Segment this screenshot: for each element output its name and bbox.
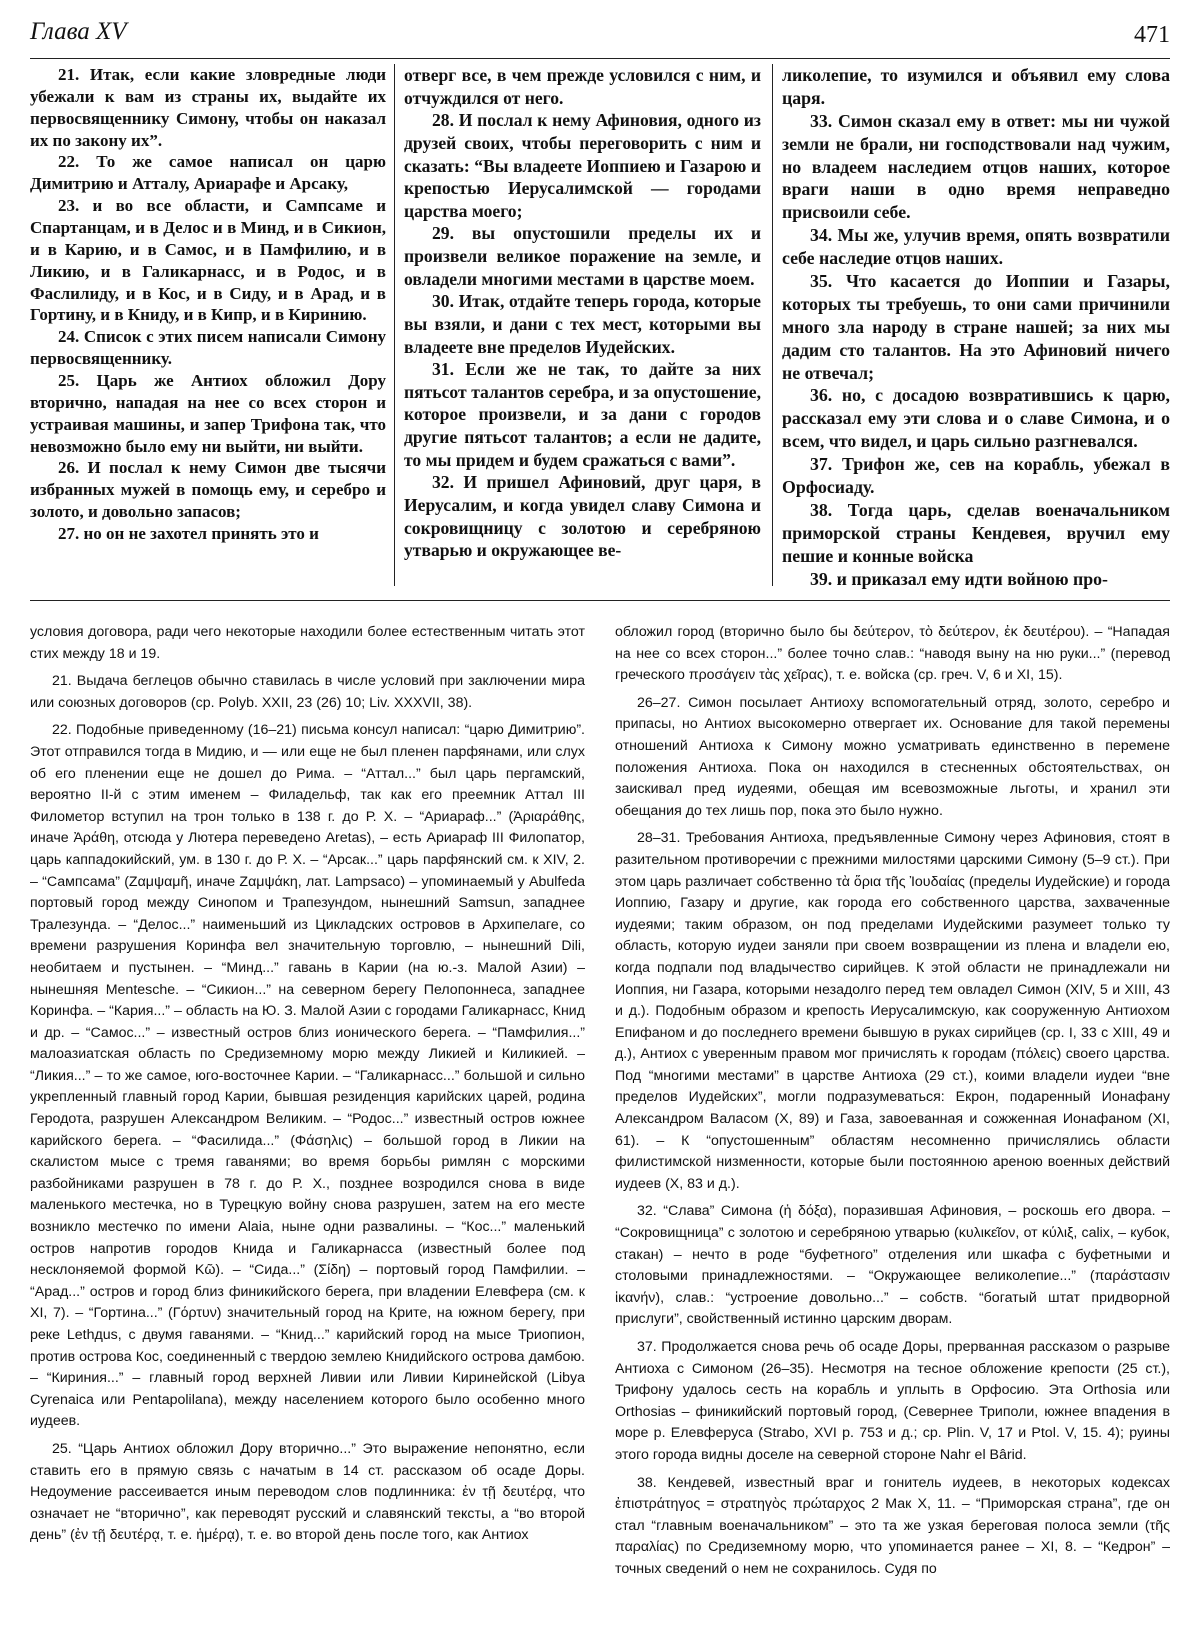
verse-paragraph: 36. но, с досадою возвратившись к царю, рассказал ему эти слова и о славе Симона, и о всем, что видел, и царь сильно разгневался. [782, 385, 1170, 452]
page-number: 471 [1134, 22, 1170, 48]
verse-paragraph: 27. но он не захотел принять это и [58, 524, 319, 544]
main-column-3 [782, 64, 1170, 590]
verse-paragraph: 34. Мы же, улучив время, опять возвратили себе наследие отцов наших. [782, 225, 1170, 269]
verse-paragraph: 32. И пришел Афиновий, друг царя, в Иерусалим, и когда увидел славу Симона и сокровищницу с золотою и серебряною утварью и окружающее ве- [404, 472, 761, 561]
commentary-paragraph: 38. Кендевей, известный враг и гонитель иудеев, в некоторых кодексах ἐπιστράτηγος = στρατηγὸς πρώταρχος 2 Мак X, 11. – “Приморская страна”, где он стал “главным военачальником” – это та же узкая береговая полоса земли (τῆς παραλίας) по Средиземному морю, что упоминается ранее – XI, 8. – “Кедрон” – точных сведений о нем не сохранилось. Судя по [615, 1474, 1170, 1577]
chapter-title: Глава XV [30, 18, 127, 45]
commentary-rule [30, 600, 1170, 601]
commentary-paragraph: условия договора, ради чего некоторые находили более естественным читать этот стих между 18 и 19. [30, 624, 585, 662]
verse-paragraph: 38. Тогда царь, сделав военачальником приморской страны Кендевея, вручил ему пешие и конные войска [782, 499, 1170, 566]
column-divider [394, 64, 395, 586]
verse-paragraph: 37. Трифон же, сев на корабль, убежал в Орфосиаду. [782, 454, 1170, 498]
main-column-2 [404, 64, 761, 562]
commentary-paragraph: 25. “Царь Антиох обложил Дору вторично...” Это выражение непонятно, если ставить его в прямую связь с начатым в 14 ст. рассказом об осаде Доры. Недоумение рассеивается иным переводом слов подлинника: ἐν τῇ δευτέρᾳ, что означает не “вторично”, как переводят русский и славянский тексты, а “во второй день” (ἐν τῇ δευτέρᾳ, т. е. ἡμέρᾳ), т. е. во второй день после того, как Антиох [30, 1440, 585, 1544]
verse-paragraph: 21. Итак, если какие зловредные люди убежали к вам из страны их, выдайте их первосвященнику Симону, чтобы он наказал их по закону их”. [30, 65, 386, 150]
column-divider [772, 64, 773, 586]
commentary-paragraph: обложил город (вторично было бы δεύτερον, τὸ δεύτερον, ἐκ δευτέρου). – “Нападая на нее со всех сторон...” более точно слав.: “наводя выну на ню руки...” (перевод греческого προσάγειν τὰς χεῖρας), т. е. войска (ср. греч. V, 6 и XI, 15). [615, 624, 1170, 684]
commentary-column-1 [30, 622, 585, 1553]
commentary-paragraph: 21. Выдача беглецов обычно ставилась в числе условий при заключении мира или союзных договоров (ср. Polyb. XXII, 23 (26) 10; Liv. XXXVII, 38). [30, 673, 585, 711]
commentary [30, 622, 1170, 1622]
verse-paragraph: 33. Симон сказал ему в ответ: мы ни чужой земли не брали, ни господствовали над чужим, но владеем наследием отцов наших, которое враги наши в одно время неправедно присвоили себе. [782, 110, 1170, 223]
verse-paragraph: 39. и приказал ему идти войною про- [810, 568, 1108, 589]
main-column-1 [30, 64, 386, 545]
verse-paragraph: 25. Царь же Антиох обложил Дору вторично, нападая на нее со всех сторон и устраивая машины, и запер Трифона так, что невозможно было ему ни выйти, ни выйти. [30, 371, 386, 456]
verse-paragraph: 26. И послал к нему Симон две тысячи избранных мужей в помощь ему, и серебро и золото, и довольно запасов; [30, 458, 386, 522]
verse-paragraph: 28. И послал к нему Афиновия, одного из друзей своих, чтобы переговорить с ним и сказать: “Вы владеете Иоппиею и Газарою и крепостью Иерусалимской — городами царства моего; [404, 110, 761, 221]
verse-paragraph: 30. Итак, отдайте теперь города, которые вы взяли, и дани с тех мест, которыми вы владеете вне пределов Иудейских. [404, 291, 761, 357]
commentary-paragraph: 26–27. Симон посылает Антиоху вспомогательный отряд, золото, серебро и припасы, но Антиох высокомерно отвергает их. Основание для такой перемены отношений Антиоха к Симону можно усматривать единственно в перемене положения Антиоха. Пока он находился в стесненных обстоятельствах, он заискивал пред иудеями, обещая им всевозможные льготы, и хранил эти обещания до тех лишь пор, пока это было нужно. [615, 694, 1170, 819]
verse-paragraph: 31. Если же не так, то дайте за них пятьсот талантов серебра, и за опустошение, которое произвели, и за дани с городов другие пятьсот талантов; а если не дадите, то мы придем и будем сражаться с вами”. [404, 359, 761, 470]
commentary-paragraph: 37. Продолжается снова речь об осаде Доры, прерванная рассказом о разрыве Антиоха с Симоном (26–35). Несмотря на тесное обложение крепости (25 ст.), Трифону удалось сесть на корабль и уплыть в Орфосию. Эта Orthosia или Orthosias – финикийский портовый город, (Севернее Триполи, южнее впадения в море р. Елевферуса (Strabo, XVI р. 753 и д.; ср. Plin. V, 17 и Ptol. V, 15. 4); руины этого города видны доселе на северной стороне Nahr el Bârid. [615, 1339, 1170, 1463]
header-rule [30, 58, 1170, 59]
commentary-paragraph: 32. “Слава” Симона (ἡ δόξα), поразившая Афиновия, – роскошь его двора. – “Сокровищница” с золотою и серебряною утварью (κυλικεῖον, от κύλιξ, calix, – кубок, стакан) – нечто в роде “буфетного” отделения или шкафа с буфетными и столовыми принадлежностями. – “Окружающее великолепие...” (παράστασιν ἱκανήν), слав.: “устроение довольно...” – собств. “богатый штат придворной прислуги”, свойственный истинно царским дворам. [615, 1203, 1170, 1328]
commentary-paragraph: 22. Подобные приведенному (16–21) письма консул написал: “царю Димитрию”. Этот отправился тогда в Мидию, и — или еще не был пленен парфянами, или слух об его пленении еще не дошел до Рима. – “Аттал...” был царь пергамский, вероятно II-й с этим именем – Филадельф, так как его преемник Аттал III Филометор вступил на трон только в 138 г. до Р. Х. – “Ариараф...” (Ἀριαράθης, иначе Ἀράθη, отсюда у Лютера переведено Aretas), – есть Ариараф III Филопатор, царь каппадокийский, ум. в 130 г. до Р. Х. – “Арсак...” царь парфянский см. к XIV, 2. – “Сампсама” (Ζαμψαμῆ, иначе Ζαμψάκη, лат. Lampsaco) – упоминаемый у Abulfeda портовый город между Синопом и Трапезундом, нынешний Samsun, западнее Тралезунда. – “Делос...” наименьший из Цикладских островов в Архипелаге, со времени разрушения Коринфа вел значительную торговлю, – нынешний Dili, необитаем и пустынен. – “Минд...” гавань в Карии (на ю.-з. Малой Азии) – нынешняя Mentesche. – “Сикион...” на северном берегу Пелопоннеса, западнее Коринфа. – “Кария...” – область на Ю. З. Малой Азии с городами Галикарнасс, Книд и др. – “Самос...” – известный остров близ ионического берега. – “Памфилия...” малоазиатская область по Средиземному морю между Ликией и Киликией. – “Ликия...” – то же самое, юго-восточнее Карии. – “Галикарнасс...” большой и сильно укрепленный главный город Карии, бывшая резиденция карийских царей, родина Геродота, разрушен Александром Великим. – “Родос...” известный остров южнее карийского берега. – “Фасилида...” (Φάσηλις) – большой город в Ликии на скалистом мысе с тремя гаванями; во время борьбы римлян с морскими разбойниками разрушен в 78 г. до Р. Х., позднее возродился снова в виде маленького местечка, но в Турецкую войну снова разрушен, затем на его месте возникло местечко по имени Alaia, ныне одни развалины. – “Кос...” маленький остров напротив городов Книда и Галикарнасса (известный более под несклоняемой формой Κῶ). – “Сида...” (Σίδη) – портовый город Памфилии. – “Арад...” остров и город близ финикийского берега, при владении Елевфера (см. к XI, 7). – “Гортина...” (Γόρτυν) значительный город на Крите, на южном берегу, при реке Lethдus, с двумя гаванями. – “Книд...” карийский город на мысе Триопион, против острова Кос, соединенный с твердою землею Книдийского острова дамбою. – “Кириния...” – главный город верхней Ливии или Ливии Киринейской (Libya Cyrenaica или Pentapolilana), между населением которого было особенно много иудеев. [30, 722, 585, 1430]
commentary-column-2 [615, 622, 1170, 1587]
verse-paragraph: 29. вы опустошили пределы их и произвели великое поражение на земле, и овладели многими местами в царстве моем. [404, 223, 761, 289]
verse-paragraph: 23. и во все области, и Сампсаме и Спартанцам, и в Делос и в Минд, и в Сикион, и в Карию, и в Самос, и в Памфилию, и в Ликию, и в Галикарнасс, и в Родос, и в Фаслилиду, и в Кос, и в Сиду, и в Арад, и в Гортину, и в Книду, и в Кипр, и в Киринию. [30, 196, 386, 325]
main-text [30, 64, 1170, 620]
verse-paragraph: отверг все, в чем прежде условился с ним, и отчуждился от него. [404, 65, 761, 108]
verse-paragraph: 35. Что касается до Иоппии и Газары, которых ты требуешь, то они сами причинили много зла народу в стране нашей; за них мы дадим сто талантов. На это Афиновий ничего не отвечал; [782, 271, 1170, 383]
verse-paragraph: ликолепие, то изумился и объявил ему слова царя. [782, 65, 1170, 108]
commentary-paragraph: 28–31. Требования Антиоха, предъявленные Симону через Афиновия, стоят в разительном противоречии с прежними милостями царскими Симону (5–9 ст.). При этом царь различает собственно τὰ ὅρια τῆς Ἰουδαίας (пределы Иудейские) и города Иоппию, Газару и другие, как города его собственного царства, захваченные иудеями; таким образом, он под пределами Иудейскими разумеет только ту область, которую иудеи заняли при своем возвращении из плена и владели ею, когда подпали под владычество сирийцев. К этой области не принадлежали ни Иоппия, ни Газара, которыми незадолго перед тем овладел Симон (XIV, 5 и XIII, 43 и д.). Подобным образом и крепость Иерусалимскую, как сооруженную Антиохом Епифаном и до последнего времени бывшую в руках сирийцев (ср. I, 33 с XIII, 49 и д.), Антиох с уверенным правом мог причислять к городам (πόλεις) своего царства. Под “многими местами” в царстве Антиоха (29 ст.), коими владели иудеи “вне пределов Иудейских”, могли подразумеваться: Екрон, подаренный Ионафану Александром Валасом (X, 89) и Газа, завоеванная и сожженная Ионафаном (XI, 61). – К “опустошенным” областям несомненно причислялись области филистимской низменности, которые были постоянною ареною военных действий иудеев (X, 83 и д.). [615, 830, 1170, 1192]
verse-paragraph: 24. Список с этих писем написали Симону первосвященнику. [30, 327, 386, 369]
page-header [30, 18, 1170, 58]
verse-paragraph: 22. То же самое написал он царю Димитрию и Атталу, Ариарафе и Арсаку, [30, 152, 386, 194]
